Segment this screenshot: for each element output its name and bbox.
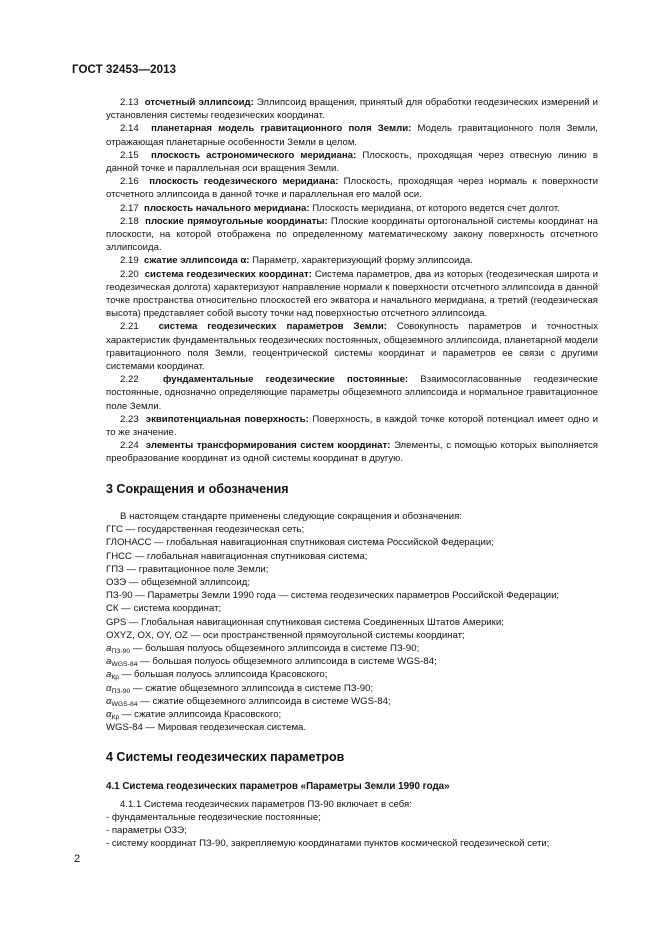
symbol-item: $\alpha_{Кр}$ — сжатие эллипсоида Красовского; [106,708,282,721]
definition-2-24: 2.24 элементы трансформирования систем координат: Элементы, с помощью которых выполняется преобразование координат из одной системы координат в другую. [106,440,598,465]
abbr-item-last: WGS-84 — Мировая геодезическая система. [106,722,307,734]
abbr-item: ГЛОНАСС — глобальная навигационная спутниковая система Российской Федерации; [106,537,494,549]
definition-2-14: 2.14 планетарная модель гравитационного поля Земли: Модель гравитационного поля Земли, отражающая планетарные особенности Земли в целом. [106,123,598,148]
abbr-item: ОЗЭ — общеземной эллипсоид; [106,576,250,588]
symbol-item: $a_{ПЗ-90}$ — большая полуось общеземного эллипсоида в системе ПЗ-90; [106,642,420,655]
abbr-item: ГГС — государственная геодезическая сеть; [106,524,305,536]
document-body [106,96,598,851]
list-item: - систему координат ПЗ-90, закрепляемую координатами пунктов космической геодезической сети; [106,838,550,850]
section-3-title: 3 Сокращения и обозначения [106,481,289,496]
abbr-item: СК — система координат; [106,603,222,615]
definition-2-19: 2.19 сжатие эллипсоида α: Параметр, характеризующий форму эллипсоида. [120,255,473,267]
section-3-intro: В настоящем стандарте применены следующие сокращения и обозначения: [120,510,462,522]
definition-2-22: 2.22 фундаментальные геодезические постоянные: Взаимосогласованные геодезические постоянные, однозначно определяющие параметры общеземного эллипсоида и нормальное гравитационное поле Земли. [106,374,598,412]
abbr-item: ГПЗ — гравитационное поле Земли; [106,563,269,575]
definition-2-18: 2.18 плоские прямоугольные координаты: Плоские координаты ортогональной системы координат на плоскости, на которой отображена по определенному математическому закону поверхность отсчетного эллипсоида. [106,215,598,254]
definition-2-17: 2.17 плоскость начального меридиана: Плоскость меридиана, от которого ведется счет долгот. [120,202,560,214]
document-header: ГОСТ 32453—2013 [72,64,177,76]
symbol-item: $a_{WGS-84}$ — большая полуось общеземного эллипсоида в системе WGS-84; [106,656,437,669]
list-item: - фундаментальные геодезические постоянные; [106,811,321,823]
symbol-item: $a_{Кр}$ — большая полуось эллипсоида Красовского; [106,669,328,682]
definition-2-21: 2.21 система геодезических параметров Земли: Совокупность параметров и точностных характеристик фундаментальных геодезических постоянных, общеземного эллипсоида, планетарной модели гравитационного поля Земли, геоцентрической системы координат и параметров ее связи с другими системами координат. [106,321,598,373]
abbr-item: ПЗ-90 — Параметры Земли 1990 года — система геодезических параметров Российской Федерации; [106,590,560,602]
paragraph-4-1-1: 4.1.1 Система геодезических параметров ПЗ-90 включает в себя: [120,798,412,810]
definition-2-15: 2.15 плоскость астрономического меридиана: Плоскость, проходящая через отвесную линию в данной точке и параллельная оси вращения Земли. [106,149,598,175]
list-item: - параметры ОЗЭ; [106,825,187,837]
abbr-item: ГНСС — глобальная навигационная спутниковая система; [106,550,368,562]
symbol-item: $\alpha_{WGS-84}$ — сжатие общеземного эллипсоида в системе WGS-84; [106,695,391,708]
symbol-item: $\alpha_{ПЗ-90}$ — сжатие общеземного эллипсоида в системе ПЗ-90; [106,682,374,695]
abbr-item: GPS — Глобальная навигационная спутниковая система Соединенных Штатов Америки; [106,616,504,628]
definition-2-13: 2.13 отсчетный эллипсоид: Эллипсоид вращения, принятый для обработки геодезических измерений и установления системы геодезических координат. [106,97,598,122]
section-4-title: 4 Системы геодезических параметров [106,750,345,765]
abbr-item: OXYZ, OX, OY, OZ — оси пространственной прямоугольной системы координат; [106,629,465,641]
definition-2-20: 2.20 система геодезических координат: Система параметров, два из которых (геодезическая широта и геодезическая долгота) характеризуют направление нормали к поверхности отсчетного эллипсоида в данной точке пространства относительно плоскостей его экватора и начального меридиана, а третий (геодезическая высота) представляет собой высоту точки над поверхностью отсчетного эллипсоида. [106,268,598,320]
definition-2-16: 2.16 плоскость геодезического меридиана: Плоскость, проходящая через нормаль к поверхности отсчетного эллипсоида в данной точке и параллельная его малой оси. [106,176,598,201]
subsection-4-1-title: 4.1 Система геодезических параметров «Параметры Земли 1990 года» [106,780,450,792]
page-number: 2 [74,853,81,865]
definition-2-23: 2.23 эквипотенциальная поверхность: Поверхность, в каждой точке которой потенциал имеет одно и то же значение. [106,413,598,439]
